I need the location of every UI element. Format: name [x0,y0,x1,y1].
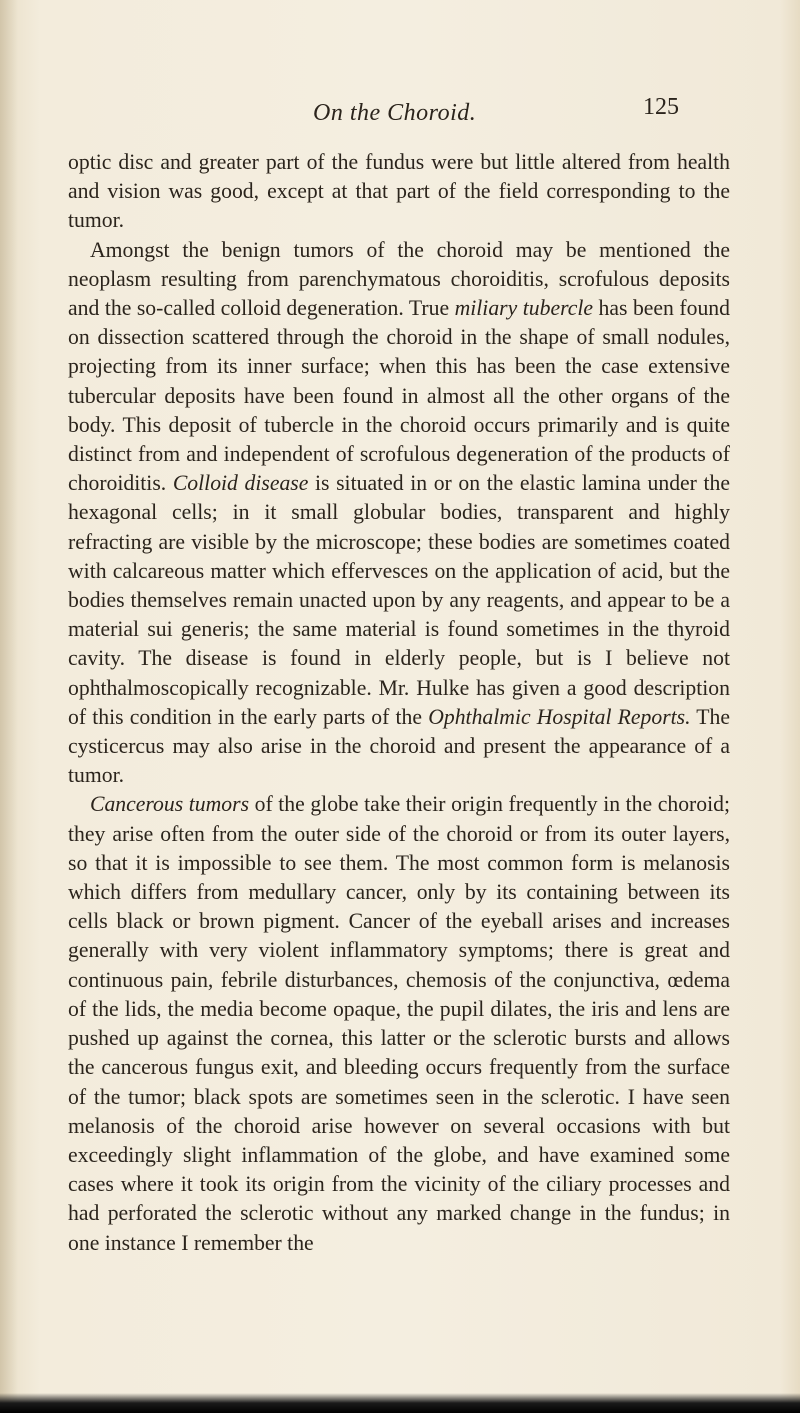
paragraph-text: is situated in or on the elastic lamina under the hexagonal cells; in it small globular bodies, transparent and highly refracting are visible by the microscope; these bodies are sometimes coated with calcareous matter which effervesces on the application of acid, but the bodies themselves remain unacted upon by any reagents, and appear to be a material sui generis; the same material is found sometimes in the thyroid cavity. The disease is found in elderly people, but is I believe not ophthalmoscopically recognizable. Mr. Hulke has given a good description of this condition in the early parts of the [68,471,731,729]
italic-text: miliary tubercle [454,296,594,321]
page-number: 125 [643,94,679,120]
italic-text: Colloid disease [172,471,309,496]
paragraph-text: of the globe take their origin frequently in the choroid; they arise often from the outer side of the choroid or from its outer layers, so that it is impossible to see them. The most common form is melanosis which differs from medullary cancer, only by its containing between its cells black or brown pigment. Cancer of the eyeball arises and increases generally with very violent inflammatory symptoms; there is great and continuous pain, febrile disturbances, chemosis of the conjunctiva, œdema of the lids, the media become opaque, the pupil dilates, the iris and lens are pushed up against the cornea, this latter or the sclerotic bursts and allows the cancerous fungus exit, and bleeding occurs frequently from the surface of the tumor; black spots are sometimes seen in the sclerotic. I have seen melanosis of the choroid arise however on several occasions with but exceedingly slight inflammation of the globe, and have examined some cases where it took its origin from the vicinity of the ciliary processes and had perforated the sclerotic without any marked change in the fundus; in one instance I remember the [68,792,730,1255]
paragraph-text: has been found on dissection scattered through the choroid in the shape of small nodules, projecting from its inner surface; when this has been the case extensive tubercular deposits have been found in almost all the other organs of the body. This deposit of tubercle in the choroid occurs primarily and is quite distinct from and independent of scrofulous degeneration of the products of choroiditis. [68,296,730,496]
paragraph [68,790,730,1257]
paragraph-text: The cysticercus may also arise in the choroid and present the appearance of a tumor. [68,704,731,788]
running-title: On the Choroid. [313,100,477,126]
body-text [68,148,730,1258]
paragraph-text: Amongst the benign tumors of the choroid may be mentioned the neoplasm resulting from parenchymatous choroiditis, scrofulous deposits and the so-called colloid degeneration. True [68,237,730,321]
paragraph [68,236,730,791]
paragraph [68,148,730,236]
scan-edge-bar [0,1393,800,1413]
page-gutter-shadow [0,0,18,1413]
italic-text: Ophthalmic Hospital Reports. [428,704,691,729]
paragraph-text: optic disc and greater part of the fundus were but little altered from health and vision was good, except at that part of the field corresponding to the tumor. [68,150,730,233]
italic-text: Cancerous tumors [90,792,250,817]
page-header [0,94,800,136]
